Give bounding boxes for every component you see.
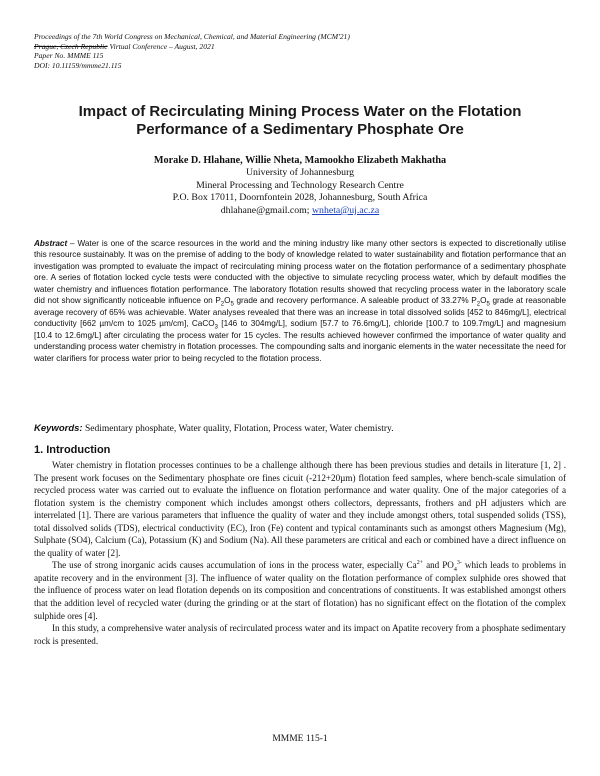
abstract-label: Abstract (34, 239, 68, 248)
university: University of Johannesburg (245, 167, 355, 178)
paragraph-3: In this study, a comprehensive water analysis of recirculated process water and its impact on Apatite recovery from a phosphate sedimentary rock is presented. (34, 623, 566, 646)
abstract-text: – Water is one of the scarce resources in the world and the mining industry like many other sectors is expected to discretionally utilise this resource sustainably. It was on the premise of adding to the body of knowledge related to water sustainability and flotation performance that an investigation was prompted to evaluate the impact of recirculating mining process water on the flotation performance of a sedimentary phosphate ore. A series of flotation locked cycle tests were conducted with the objective to simulate recycling process water, which by default modifies the water chemistry and influences flotation performance. The laboratory flotation results showed that recycling process water in the laboratory scale did not show significantly noticeable influence on P (34, 239, 566, 306)
postal-address: P.O. Box 17011, Doornfontein 2028, Johannesburg, South Africa (172, 192, 428, 204)
subscript: 2 (220, 301, 225, 308)
subscript: 3 (214, 324, 218, 331)
paper-title (40, 103, 560, 139)
paragraph-2 (34, 559, 566, 622)
para-text: and PO (423, 560, 454, 571)
abstract-text: grade at reasonable average recovery of 65% was achievable. Water analyses revealed that there was an increase in total dissolved solids [452 to 846mg/L], electrical conductivity [662 µm/cm to 1025 µm/cm], CaCO (34, 296, 567, 329)
page-footer: MMME 115-1 (272, 734, 328, 744)
authors: Morake D. Hlahane, Willie Nheta, Mamookho Elizabeth Makhatha (153, 155, 447, 166)
virtual-venue: Virtual Conference – August, 2021 (107, 41, 215, 51)
subscript: 2 (476, 301, 481, 308)
proceedings-header (34, 32, 574, 70)
abstract-text: [146 to 304mg/L], sodium [57.7 to 76.6mg/L], chloride [100.7 to 109.7mg/L] and magnesium [10.4 to 12.6mg/L] after circulating the process water for 15 cycles. The results achieved however confirmed the importance of water quality and understanding process water chemistry in flotation processes. The compounding salts and inorganic elements in the water necessitate the need for water clarifiers for process water prior to being recycled to the flotation process. (34, 319, 567, 363)
superscript: 3- (456, 560, 462, 567)
emails (40, 205, 560, 218)
abstract-text: grade and recovery performance. A saleable product of 33.27% P (233, 296, 477, 306)
subscript: 5 (486, 301, 490, 308)
paragraph-1: Water chemistry in flotation processes continues to be a challenge although there has been previous studies and details in literature [1, 2] . The present work focuses on the Sedimentary phosphate ore fines cicuit (-212+20µm) flotation feed samples, where bench-scale simulation of recycled process water was carried out to evaluate the influence on flotation performance and water quality. One of the major categories of a flotation system is the chemistry component which includes amongst others collectors, depressants, frothers and pH adjusters which are interrelated [1]. There are various parameters that influence the quality of water and they include amongst others, total suspended solids (TSS), total dissolved solids (TDS), electrical conductivity (EC), Iron (Fe) content and typical contaminants such as amongst others Magnesium (Mg), Sulphate (SO4), Calcium (Ca), Potassium (K) and Sodium (Na). All these parameters are critical and each or combined have a direct influence on the quality of water [2]. (34, 460, 566, 558)
email-1: dhlahane@gmail.com; (220, 204, 310, 216)
doi: DOI: 10.11159/mmme21.115 (34, 60, 122, 70)
para-text: which leads to problems in apatite recovery and in the environment [3]. The influence of water quality on the flotation performance of complex sulphide ores showed that the influence of process water on lead flotation depends on its composition and concentrations of constituents. It was established amongst others that the addition level of recycled water (during the grinding or at the start of flotation) has no significant effect on the flotation of the complex sulphide ores [4]. (34, 560, 567, 621)
abstract (34, 238, 566, 364)
title-line-1: Impact of Recirculating Mining Process Water on the Flotation (78, 103, 522, 120)
abstract-text: O (480, 296, 487, 306)
superscript: 2+ (416, 560, 424, 567)
introduction-body (34, 459, 566, 647)
title-line-2: Performance of a Sedimentary Phosphate Ore (136, 121, 464, 138)
venue-line (34, 42, 574, 52)
affiliation (40, 167, 560, 217)
keywords-label: Keywords: (34, 423, 83, 434)
section-heading: 1. Introduction (34, 444, 111, 456)
email-2-link[interactable]: wnheta@uj.ac.za (311, 204, 380, 216)
struck-venue: Prague, Czech Republic (34, 41, 108, 51)
research-centre: Mineral Processing and Technology Research Centre (196, 179, 404, 191)
keywords (34, 423, 566, 434)
proceedings-line: Proceedings of the 7th World Congress on Mechanical, Chemical, and Material Engineering (MCM'21) (34, 32, 350, 41)
paper-number: Paper No. MMME 115 (34, 51, 104, 61)
abstract-text: O (224, 296, 231, 306)
para-text: The use of strong inorganic acids causes accumulation of ions in the process water, especially Ca (52, 560, 417, 571)
keywords-text: Sedimentary phosphate, Water quality, Flotation, Process water, Water chemistry. (82, 424, 394, 434)
subscript: 5 (230, 301, 234, 308)
subscript: 4 (453, 567, 457, 574)
